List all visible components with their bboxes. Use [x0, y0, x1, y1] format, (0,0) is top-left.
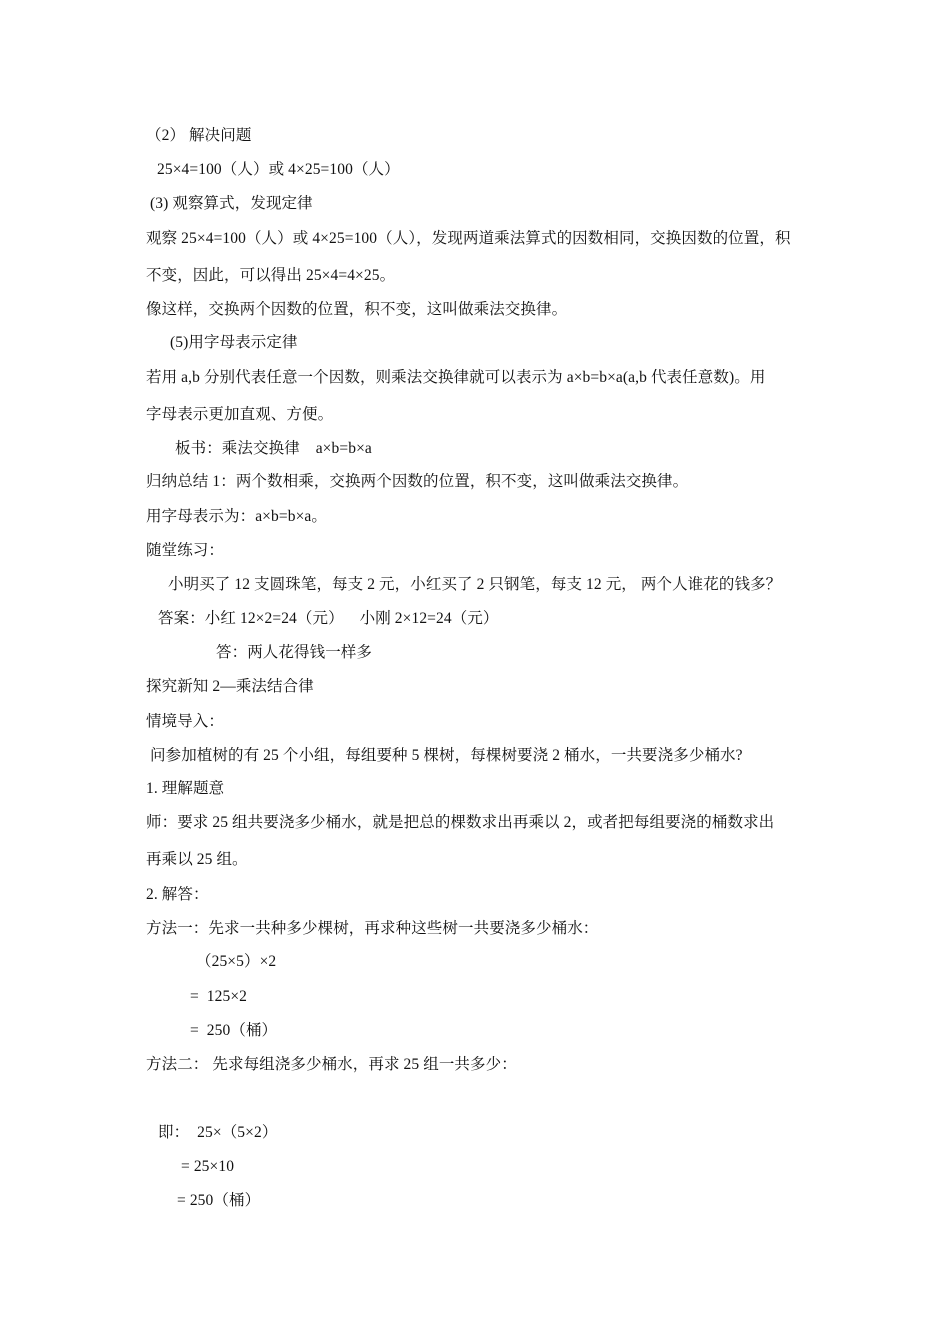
paragraph-line: 再乘以 25 组。 [146, 851, 248, 868]
board-note: 板书：乘法交换律 a×b=b×a [175, 440, 372, 457]
practice-heading: 随堂练习： [146, 542, 225, 559]
step-2-answer-heading: 2. 解答： [146, 886, 209, 903]
calculation-line: （25×5）×2 [196, 953, 277, 970]
scenario-question: 问参加植树的有 25 个小组，每组要种 5 棵树，每棵树要浇 2 桶水，一共要浇多少桶水? [150, 747, 743, 764]
practice-question: 小明买了 12 支圆珠笔，每支 2 元，小红买了 2 只钢笔，每支 12 元， 两个人谁花的钱多？ [168, 576, 782, 593]
step-2-heading: （2） 解决问题 [146, 127, 252, 144]
practice-conclusion: 答：两人花得钱一样多 [216, 644, 373, 661]
scenario-heading: 情境导入： [146, 713, 225, 730]
paragraph-line: 观察 25×4=100（人）或 4×25=100（人），发现两道乘法算式的因数相同，交换因数的位置，积 [146, 230, 791, 247]
calculation-line: 即： 25×（5×2） [158, 1124, 278, 1141]
method-one: 方法一：先求一共种多少棵树，再求种这些树一共要浇多少桶水： [146, 920, 599, 937]
section-heading: 探究新知 2—乘法结合律 [146, 678, 314, 695]
calculation-line: = 125×2 [190, 988, 248, 1005]
paragraph-line: 师：要求 25 组共要浇多少桶水，就是把总的棵数求出再乘以 2，或者把每组要浇的桶数求出 [146, 814, 775, 831]
step-5-heading: (5)用字母表示定律 [170, 334, 298, 351]
practice-answer: 答案：小红 12×2=24（元） 小刚 2×12=24（元） [158, 610, 499, 627]
calculation-line: = 25×10 [181, 1158, 235, 1175]
paragraph-line: 若用 a,b 分别代表任意一个因数，则乘法交换律就可以表示为 a×b=b×a(a,b 代表任意数)。用 [146, 369, 766, 386]
calculation-line: = 250（桶） [190, 1022, 278, 1039]
method-two: 方法二： 先求每组浇多少桶水，再求 25 组一共多少： [146, 1056, 517, 1073]
paragraph-line: 像这样，交换两个因数的位置，积不变，这叫做乘法交换律。 [146, 301, 568, 318]
paragraph-line: 不变，因此，可以得出 25×4=4×25。 [146, 267, 396, 284]
formula-line: 用字母表示为：a×b=b×a。 [146, 508, 327, 525]
paragraph-line: 字母表示更加直观、方便。 [146, 406, 334, 423]
equation-line: 25×4=100（人）或 4×25=100（人） [157, 161, 400, 178]
calculation-line: = 250（桶） [177, 1192, 261, 1209]
step-3-heading: (3) 观察算式，发现定律 [150, 195, 313, 212]
summary-line: 归纳总结 1：两个数相乘，交换两个因数的位置，积不变，这叫做乘法交换律。 [146, 473, 689, 490]
step-1-heading: 1. 理解题意 [146, 780, 225, 797]
